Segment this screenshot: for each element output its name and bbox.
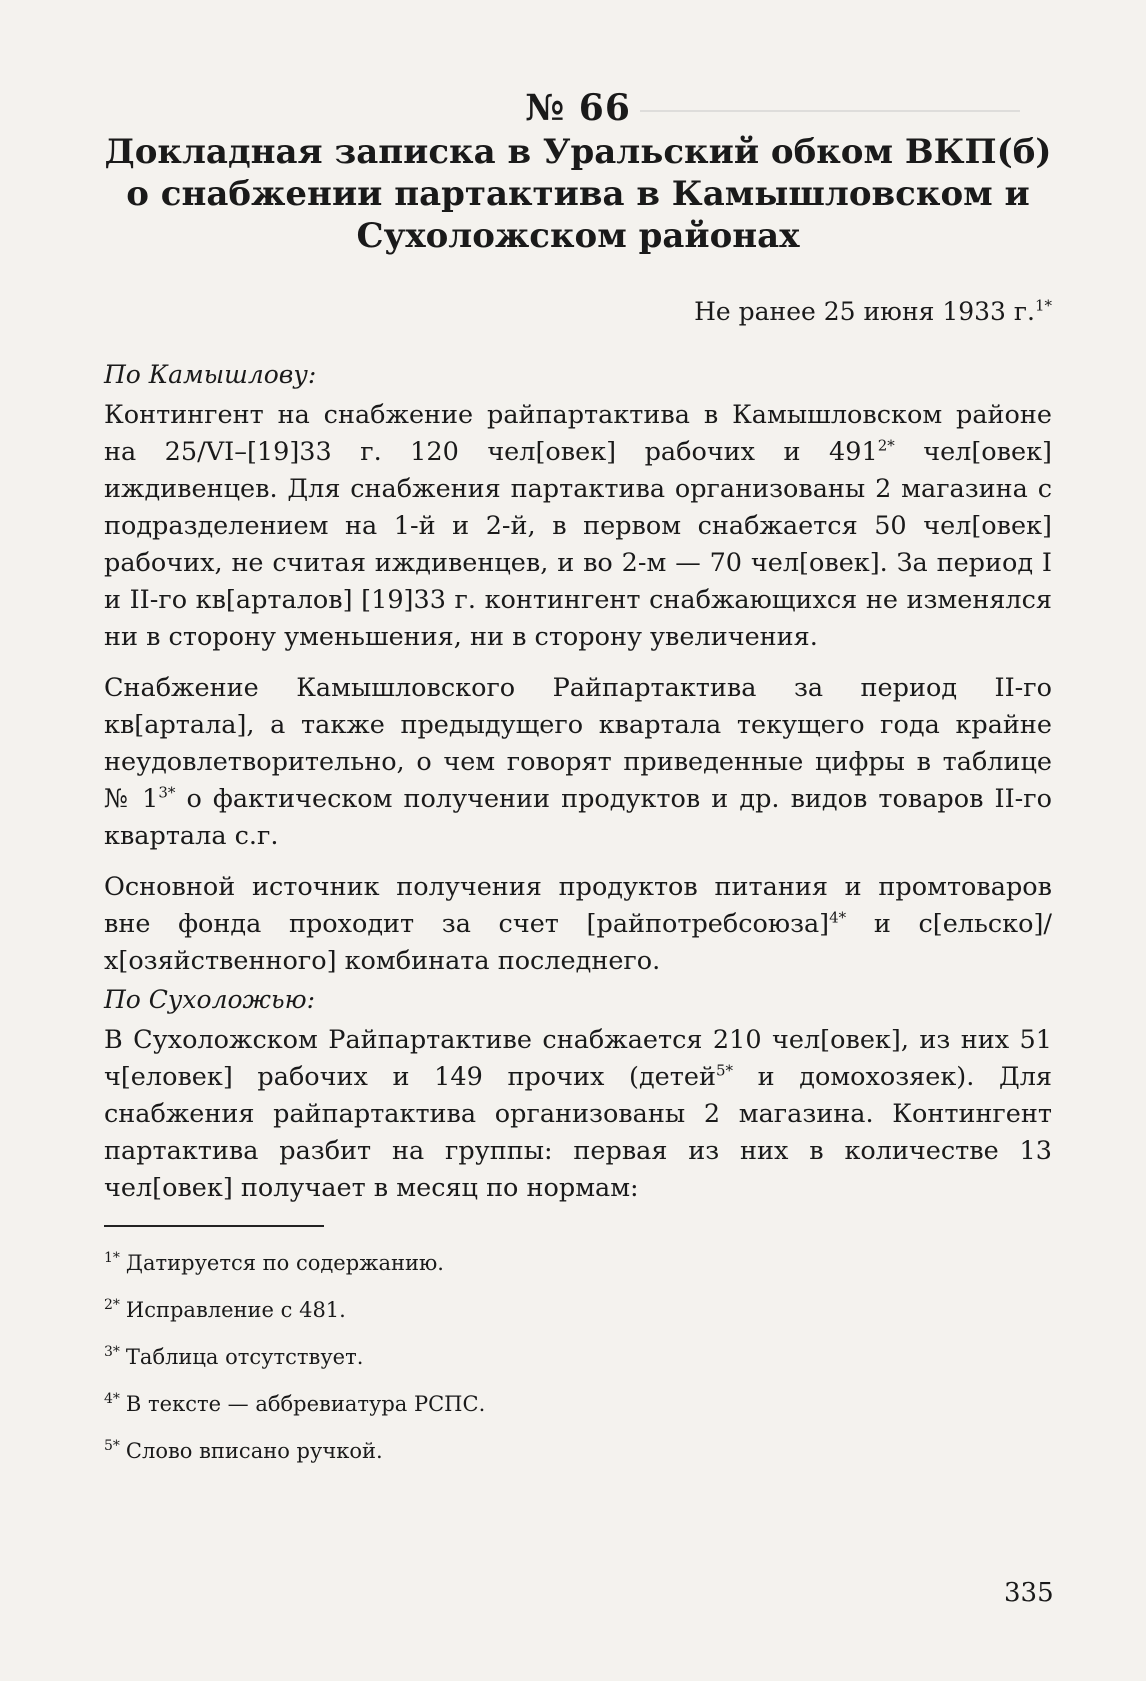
- footnote-text: Таблица отсутствует.: [125, 1345, 364, 1369]
- paragraph: [104, 869, 1052, 980]
- footnote-mark: 3*: [104, 1344, 120, 1360]
- footnote-mark: 4*: [104, 1391, 120, 1407]
- footnote-ref: 1*: [1034, 296, 1052, 315]
- paragraph-text: чел[овек] иждивенцев. Для снабжения партактива организованы 2 магазина с подразделением на 1-й и 2-й, в первом снабжается 50 чел[овек] рабочих, не считая иждивенцев, и во 2-м — 70 чел[овек]. За период I и II-го кв[арталов] [19]33 г. контингент снабжающихся не изменялся ни в сторону уменьшения, ни в сторону увеличения.: [104, 437, 1052, 652]
- footnote-mark: 1*: [104, 1250, 120, 1266]
- footnote: [104, 1378, 1052, 1425]
- footnote-mark: 5*: [104, 1438, 120, 1454]
- footnote-text: Исправление с 481.: [125, 1298, 346, 1322]
- title-line: о снабжении партактива в Камышловском и: [126, 174, 1030, 214]
- document-date: [104, 295, 1052, 329]
- footnote-ref: 2*: [877, 436, 895, 455]
- paragraph: [104, 1022, 1052, 1207]
- footnote-ref: 5*: [715, 1061, 733, 1080]
- paragraph: [104, 670, 1052, 855]
- document-title: [104, 131, 1052, 257]
- document-page: [104, 85, 1052, 1472]
- title-line: Докладная записка в Уральский обком ВКП(б): [104, 132, 1052, 172]
- paragraph-text: Основной источник получения продуктов питания и промтоваров вне фонда проходит за счет [райпотребсоюза]: [104, 872, 1052, 939]
- section-heading-kamyshlov: По Камышлову:: [104, 360, 317, 389]
- paragraph-text: В Сухоложском Райпартактиве снабжается 210 чел[овек], из них 51 ч[еловек] рабочих и 149 прочих (детей: [104, 1025, 1052, 1092]
- footnote-text: В тексте — аббревиатура РСПС.: [125, 1392, 486, 1416]
- paragraph-text: о фактическом получении продуктов и др. видов товаров II-го квартала с.г.: [104, 784, 1052, 851]
- paragraph-text: Контингент на снабжение райпартактива в Камышловском районе на 25/VI–[19]33 г. 120 чел[овек] рабочих и 491: [104, 400, 1052, 467]
- footnote-text: Датируется по содержанию.: [125, 1251, 444, 1275]
- paragraph-text: и домохозяек). Для снабжения райпартактива организованы 2 магазина. Контингент партактива разбит на группы: первая из них в количестве 13 чел[овек] получает в месяц по нормам:: [104, 1062, 1052, 1203]
- date-text: Не ранее 25 июня 1933 г.: [694, 297, 1035, 326]
- footnote-divider: [104, 1225, 324, 1227]
- title-line: Сухоложском районах: [356, 216, 800, 256]
- footnote: [104, 1331, 1052, 1378]
- footnotes-list: [104, 1237, 1052, 1472]
- footnote: [104, 1425, 1052, 1472]
- document-number: № 66: [525, 87, 631, 129]
- footnote: [104, 1284, 1052, 1331]
- footnote-ref: 4*: [829, 908, 847, 927]
- footnote-text: Слово вписано ручкой.: [125, 1439, 383, 1463]
- footnote-ref: 3*: [158, 783, 176, 802]
- paragraph: [104, 397, 1052, 656]
- paragraph-text: и с[ельско]/х[озяйственного] комбината последнего.: [104, 909, 1052, 976]
- paragraph-text: Снабжение Камышловского Райпартактива за период II-го кв[артала], а также предыдущего квартала текущего года крайне неудовлетворительно, о чем говорят приведенные цифры в таблице № 1: [104, 673, 1052, 814]
- section-heading-sukholozhye: По Сухоложью:: [104, 985, 316, 1014]
- page-number: 335: [1004, 1578, 1054, 1608]
- footnote-mark: 2*: [104, 1297, 120, 1313]
- footnote: [104, 1237, 1052, 1284]
